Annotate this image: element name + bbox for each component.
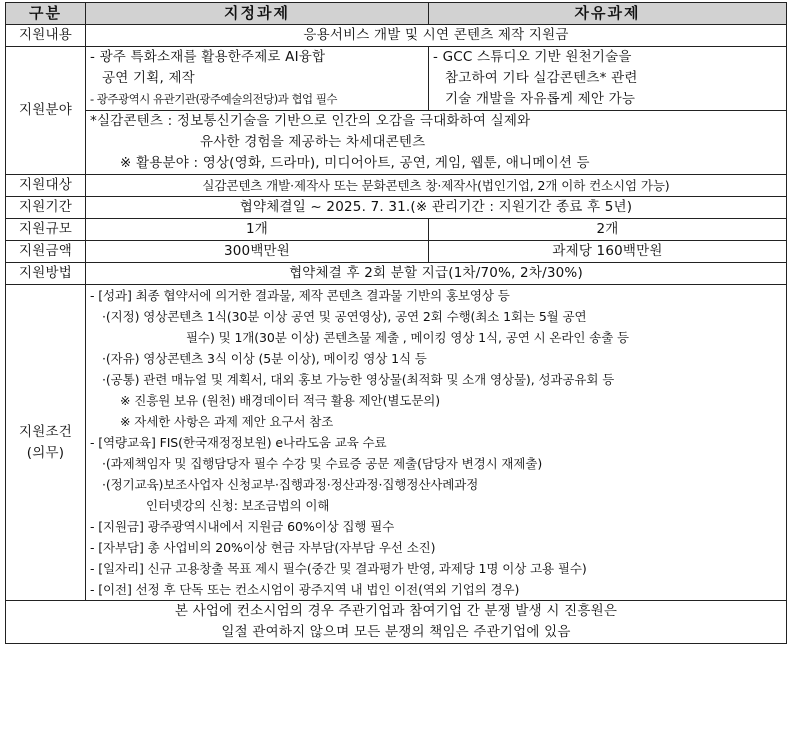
row-support-target bbox=[6, 175, 787, 197]
footnote bbox=[6, 601, 787, 644]
header-designated-task: 지정과제 bbox=[86, 3, 429, 25]
label-support-conditions bbox=[6, 285, 86, 601]
free-field-line: - GCC 스튜디오 기반 원천기술을 bbox=[433, 49, 632, 65]
row-support-content bbox=[6, 25, 787, 47]
header-category: 구분 bbox=[6, 3, 86, 25]
row-support-period bbox=[6, 197, 787, 219]
condition-line: - [역량교육] FIS(한국재정정보원) e나라도움 교육 수료 bbox=[90, 435, 387, 450]
label-support-period: 지원기간 bbox=[6, 197, 86, 219]
definition-line: ※ 활용분야 : 영상(영화, 드라마), 미디어아트, 공연, 게임, 웹툰, 애니메이션 등 bbox=[120, 155, 590, 171]
condition-line: ※ 자세한 사항은 과제 제안 요구서 참조 bbox=[120, 414, 334, 429]
support-period-value: 협약체결일 ~ 2025. 7. 31.(※ 관리기간 : 지원기간 종료 후 5년) bbox=[86, 197, 787, 219]
condition-line: - [자부담] 총 사업비의 20%이상 현금 자부담(자부담 우선 소진) bbox=[90, 540, 436, 555]
label-support-scale: 지원규모 bbox=[6, 219, 86, 241]
free-field-line: 기술 개발을 자유롭게 제안 가능 bbox=[445, 91, 636, 107]
row-footnote bbox=[6, 601, 787, 644]
support-amount-free: 과제당 160백만원 bbox=[429, 241, 787, 263]
condition-line: ·(공통) 관련 매뉴얼 및 계획서, 대외 홍보 가능한 영상물(최적화 및 소개 영상물), 성과공유회 등 bbox=[102, 372, 615, 387]
row-support-conditions bbox=[6, 285, 787, 601]
label-support-target: 지원대상 bbox=[6, 175, 86, 197]
support-target-value: 실감콘텐츠 개발·제작사 또는 문화콘텐츠 창·제작사(법인기업, 2개 이하 컨소시엄 가능) bbox=[86, 175, 787, 197]
condition-line: ·(자유) 영상콘텐츠 3식 이상 (5분 이상), 메이킹 영상 1식 등 bbox=[102, 351, 427, 366]
support-method-value: 협약체결 후 2회 분할 지급(1차/70%, 2차/30%) bbox=[86, 263, 787, 285]
definition-line: *실감콘텐츠 : 정보통신기술을 기반으로 인간의 오감을 극대화하여 실제와 bbox=[90, 113, 531, 129]
condition-line: - [지원금] 광주광역시내에서 지원금 60%이상 집행 필수 bbox=[90, 519, 395, 534]
definition-line: 유사한 경험을 제공하는 차세대콘텐츠 bbox=[200, 134, 426, 150]
header-free-task: 자유과제 bbox=[429, 3, 787, 25]
row-support-scale bbox=[6, 219, 787, 241]
support-field-definition bbox=[86, 111, 787, 175]
free-field-line: 참고하여 기타 실감콘텐츠* 관련 bbox=[445, 70, 638, 86]
designated-field-line: - 광주 특화소재를 활용한주제로 AI융합 bbox=[90, 49, 326, 65]
designated-field-line: 공연 기획, 제작 bbox=[102, 70, 195, 86]
table-header-row bbox=[6, 3, 787, 25]
condition-line: 필수) 및 1개(30분 이상) 콘텐츠물 제출 , 메이킹 영상 1식, 공연 시 온라인 송출 등 bbox=[186, 330, 630, 345]
conditions-label-line: 지원조건 bbox=[19, 423, 72, 440]
support-field-free bbox=[429, 47, 787, 111]
condition-line: ·(정기교육)보조사업자 신청교부·집행과정·정산과정·집행정산사례과정 bbox=[102, 477, 479, 492]
conditions-label-line: (의무) bbox=[26, 444, 65, 461]
support-scale-free: 2개 bbox=[429, 219, 787, 241]
condition-line: ※ 진흥원 보유 (원천) 배경데이터 적극 활용 제안(별도문의) bbox=[120, 393, 441, 408]
row-support-field-tasks bbox=[6, 47, 787, 111]
support-amount-designated: 300백만원 bbox=[86, 241, 429, 263]
row-support-amount bbox=[6, 241, 787, 263]
support-field-designated bbox=[86, 47, 429, 111]
condition-line: - [성과] 최종 협약서에 의거한 결과물, 제작 콘텐츠 결과물 기반의 홍보영상 등 bbox=[90, 288, 510, 303]
footnote-line: 일절 관여하지 않으며 모든 분쟁의 책임은 주관기업에 있음 bbox=[221, 624, 571, 640]
support-conditions-list bbox=[86, 285, 787, 601]
footnote-line: 본 사업에 컨소시엄의 경우 주관기업과 참여기업 간 분쟁 발생 시 진흥원은 bbox=[174, 603, 618, 619]
designated-field-line: - 광주광역시 유관기관(광주예술의전당)과 협업 필수 bbox=[90, 92, 338, 106]
condition-line: - [이전] 선정 후 단독 또는 컨소시엄이 광주지역 내 법인 이전(역외 기업의 경우) bbox=[90, 582, 520, 597]
label-support-content: 지원내용 bbox=[6, 25, 86, 47]
condition-line: ·(지정) 영상콘텐츠 1식(30분 이상 공연 및 공연영상), 공연 2회 수행(최소 1회는 5월 공연 bbox=[102, 309, 587, 324]
label-support-field: 지원분야 bbox=[6, 47, 86, 175]
label-support-amount: 지원금액 bbox=[6, 241, 86, 263]
label-support-method: 지원방법 bbox=[6, 263, 86, 285]
row-support-field-definition bbox=[6, 111, 787, 175]
condition-line: - [일자리] 신규 고용창출 목표 제시 필수(중간 및 결과평가 반영, 과제당 1명 이상 고용 필수) bbox=[90, 561, 587, 576]
row-support-method bbox=[6, 263, 787, 285]
support-scale-designated: 1개 bbox=[86, 219, 429, 241]
condition-line: 인터넷강의 신청: 보조금법의 이해 bbox=[146, 498, 330, 513]
condition-line: ·(과제책임자 및 집행담당자 필수 수강 및 수료증 공문 제출(담당자 변경시 재제출) bbox=[102, 456, 543, 471]
support-content-value: 응용서비스 개발 및 시연 콘텐츠 제작 지원금 bbox=[86, 25, 787, 47]
support-program-table bbox=[5, 2, 787, 644]
